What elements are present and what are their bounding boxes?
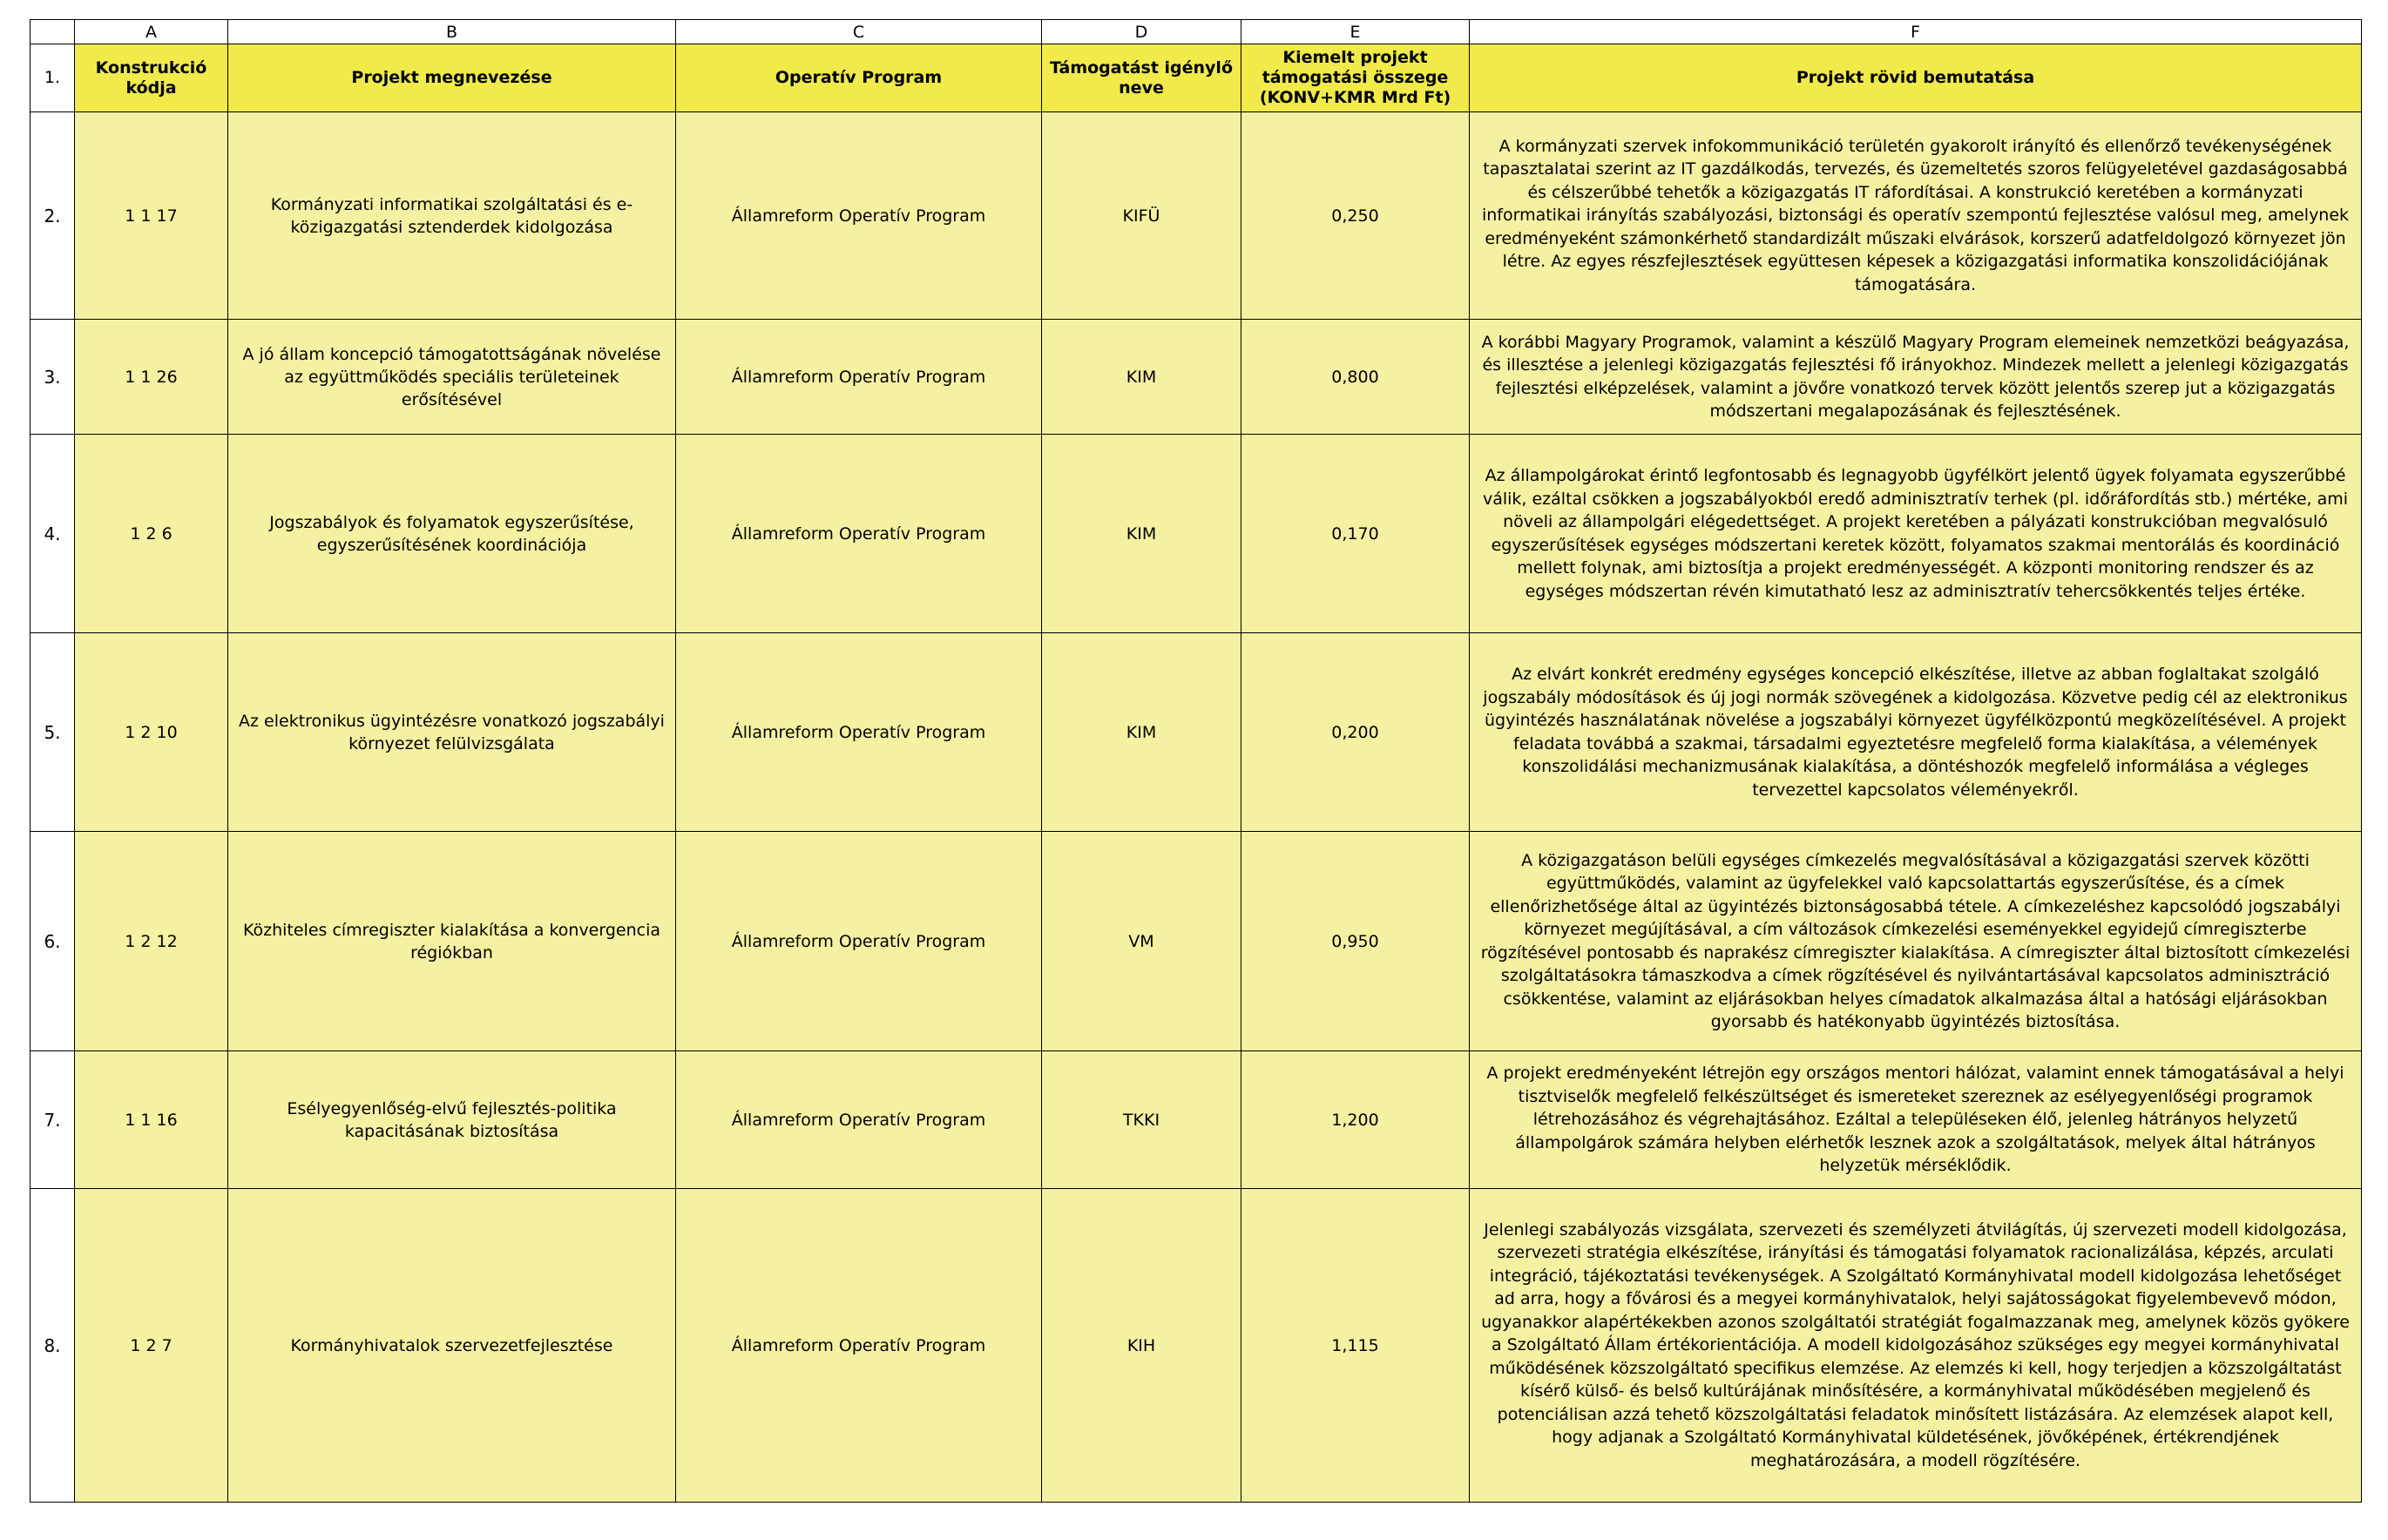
row-number[interactable]: 7. (30, 1051, 75, 1189)
cell-amount[interactable]: 0,250 (1241, 112, 1470, 320)
cell-applicant[interactable]: KIM (1042, 435, 1241, 633)
cell-amount[interactable]: 0,800 (1241, 320, 1470, 435)
cell-program[interactable]: Államreform Operatív Program (676, 112, 1042, 320)
table-row (30, 320, 2362, 435)
cell-amount[interactable]: 0,200 (1241, 633, 1470, 832)
row-number[interactable]: 6. (30, 832, 75, 1051)
cell-project-name[interactable]: Kormányhivatalok szervezetfejlesztése (228, 1189, 676, 1503)
header-code[interactable]: Konstrukció kódja (75, 44, 228, 112)
column-letter-c[interactable]: C (676, 20, 1042, 44)
row-number[interactable]: 8. (30, 1189, 75, 1503)
column-letters-row (30, 20, 2362, 44)
cell-description[interactable]: A közigazgatáson belüli egységes címkezelés megvalósításával a közigazgatási szervek közötti együttműködés, valamint az ügyfelekkel való kapcsolattartás egyszerűsítése, és a címek ellenőrizhetősége által az ügyintézés biztonságosabbá tétele. A címkezeléshez kapcsolódó jogszabályi környezet megújításával, a cím változások címkezelési eseményekkel egyidejű címregiszterbe rögzítésével pontosabb és naprakész címregiszter kialakítása. A címregiszter által biztosított címkezelési szolgáltatásokra támaszkodva a címek rögzítésével és nyilvántartásával kapcsolatos adminisztráció csökkentése, valamint az eljárásokban helyes címadatok alkalmazása által a hatósági eljárásokban gyorsabb és hatékonyabb ügyintézés biztosítása. (1470, 832, 2362, 1051)
cell-description[interactable]: Jelenlegi szabályozás vizsgálata, szervezeti és személyzeti átvilágítás, új szervezeti modell kidolgozása, szervezeti stratégia elkészítése, irányítási és támogatási folyamatok racionalizálása, képzés, arculati integráció, tájékoztatási tevékenységek. A Szolgáltató Kormányhivatal modell kidolgozása lehetőséget ad arra, hogy a fővárosi és a megyei kormányhivatalok, helyi sajátosságokat figyelembevevő módon, ugyanakkor alapértékekben azonos szolgáltatói stratégiát fogalmazzanak meg, amelynek közös gyökere a Szolgáltató Állam értékorientációja. A modell kidolgozásához szükséges egy megyei kormányhivatal működésének közszolgáltató specifikus elemzése. Az elemzés ki kell, hogy terjedjen a közszolgáltatást kísérő külső- és belső kultúrájának minősítésére, a kormányhivatal működésében megjelenő és potenciálisan azzá tehető közszolgáltatási feladatok minősített listázására. Az elemzések alapot kell, hogy adjanak a Szolgáltató Kormányhivatal küldetésének, jövőképének, értékrendjének meghatározására, a modell rögzítésére. (1470, 1189, 2362, 1503)
header-applicant[interactable]: Támogatást igénylő neve (1042, 44, 1241, 112)
cell-amount[interactable]: 1,115 (1241, 1189, 1470, 1503)
corner-cell[interactable] (30, 20, 75, 44)
cell-project-name[interactable]: Az elektronikus ügyintézésre vonatkozó jogszabályi környezet felülvizsgálata (228, 633, 676, 832)
column-letter-e[interactable]: E (1241, 20, 1470, 44)
cell-project-name[interactable]: Esélyegyenlőség-elvű fejlesztés-politika kapacitásának biztosítása (228, 1051, 676, 1189)
cell-project-name[interactable]: Közhiteles címregiszter kialakítása a konvergencia régiókban (228, 832, 676, 1051)
column-letter-b[interactable]: B (228, 20, 676, 44)
cell-description[interactable]: A projekt eredményeként létrejön egy országos mentori hálózat, valamint ennek támogatásával a helyi tisztviselők megfelelő felkészültséget és ismereteket szereznek az esélyegyenlőségi programok létrehozásához és végrehajtásához. Ezáltal a településeken élő, jelenleg hátrányos helyzetű állampolgárok számára helyben elérhetők lesznek azok a szolgáltatások, melyek által hátrányos helyzetük mérséklődik. (1470, 1051, 2362, 1189)
cell-amount[interactable]: 0,170 (1241, 435, 1470, 633)
cell-code[interactable]: 1 2 6 (75, 435, 228, 633)
header-amount[interactable]: Kiemelt projekt támogatási összege (KONV+KMR Mrd Ft) (1241, 44, 1470, 112)
table-row (30, 435, 2362, 633)
table-row (30, 1051, 2362, 1189)
spreadsheet-table (30, 19, 2362, 1503)
cell-project-name[interactable]: Jogszabályok és folyamatok egyszerűsítése, egyszerűsítésének koordinációja (228, 435, 676, 633)
cell-program[interactable]: Államreform Operatív Program (676, 633, 1042, 832)
header-project-name[interactable]: Projekt megnevezése (228, 44, 676, 112)
cell-amount[interactable]: 0,950 (1241, 832, 1470, 1051)
cell-program[interactable]: Államreform Operatív Program (676, 1051, 1042, 1189)
table-row (30, 1189, 2362, 1503)
cell-project-name[interactable]: Kormányzati informatikai szolgáltatási és e-közigazgatási sztenderdek kidolgozása (228, 112, 676, 320)
cell-code[interactable]: 1 2 10 (75, 633, 228, 832)
cell-description[interactable]: Az állampolgárokat érintő legfontosabb és legnagyobb ügyfélkört jelentő ügyek folyamata egyszerűbbé válik, ezáltal csökken a jogszabályokból eredő adminisztratív terhek (pl. időráfordítás stb.) mértéke, ami növeli az állampolgári elégedettséget. A projekt keretében a pályázati konstrukcióban megvalósuló egyszerűsítések egységes módszertani keretek között, folyamatos szakmai mentorálás és koordináció mellett folynak, ami biztosítja a projekt eredményességét. A központi monitoring rendszer és az egységes módszertan révén kimutatható lesz az adminisztratív tehercsökkentés teljes értéke. (1470, 435, 2362, 633)
row-number[interactable]: 4. (30, 435, 75, 633)
column-letter-a[interactable]: A (75, 20, 228, 44)
cell-applicant[interactable]: KIM (1042, 320, 1241, 435)
cell-code[interactable]: 1 1 16 (75, 1051, 228, 1189)
row-number[interactable]: 3. (30, 320, 75, 435)
row-number[interactable]: 1. (30, 44, 75, 112)
cell-applicant[interactable]: KIFÜ (1042, 112, 1241, 320)
cell-program[interactable]: Államreform Operatív Program (676, 1189, 1042, 1503)
header-row (30, 44, 2362, 112)
cell-code[interactable]: 1 1 26 (75, 320, 228, 435)
column-letter-d[interactable]: D (1042, 20, 1241, 44)
cell-applicant[interactable]: VM (1042, 832, 1241, 1051)
cell-applicant[interactable]: KIM (1042, 633, 1241, 832)
cell-description[interactable]: A korábbi Magyary Programok, valamint a készülő Magyary Program elemeinek nemzetközi beágyazása, és illesztése a jelenlegi közigazgatás fejlesztési fő irányokhoz. Mindezek mellett a jelenlegi közigazgatás fejlesztési elképzelések, valamint a jövőre vonatkozó tervek között jelentős szerep jut a közigazgatás módszertani megalapozásának és fejlesztésének. (1470, 320, 2362, 435)
cell-amount[interactable]: 1,200 (1241, 1051, 1470, 1189)
row-number[interactable]: 5. (30, 633, 75, 832)
cell-description[interactable]: A kormányzati szervek infokommunikáció területén gyakorolt irányító és ellenőrző tevékenységének tapasztalatai szerint az IT gazdálkodás, tervezés, és üzemeltetés szoros felügyeletével gazdaságosabbá és célszerűbbé tehetők a közigazgatás IT ráfordításai. A konstrukció keretében a kormányzati informatikai irányítás szabályozási, biztonsági és operatív szempontú fejlesztése valósul meg, amelynek eredményeként számonkérhető standardizált műszaki elvárások, korszerű adatfeldolgozó környezet jön létre. Az egyes részfejlesztések együttesen képesek a közigazgatási informatika konszolidációjának támogatására. (1470, 112, 2362, 320)
cell-project-name[interactable]: A jó állam koncepció támogatottságának növelése az együttműködés speciális területeinek erősítésével (228, 320, 676, 435)
row-number[interactable]: 2. (30, 112, 75, 320)
table-row (30, 112, 2362, 320)
header-program[interactable]: Operatív Program (676, 44, 1042, 112)
cell-program[interactable]: Államreform Operatív Program (676, 320, 1042, 435)
cell-description[interactable]: Az elvárt konkrét eredmény egységes koncepció elkészítése, illetve az abban foglaltakat szolgáló jogszabály módosítások és új jogi normák szövegének a kidolgozása. Közvetve pedig cél az elektronikus ügyintézés használatának növelése a jogszabályi környezet ügyfélközpontú megközelítésével. A projekt feladata továbbá a szakmai, társadalmi egyeztetésre megfelelő forma kialakítása, a vélemények konszolidálási mechanizmusának kialakítása, a döntéshozók megfelelő informálása a végleges tervezettel kapcsolatos véleményekről. (1470, 633, 2362, 832)
table-row (30, 832, 2362, 1051)
cell-applicant[interactable]: TKKI (1042, 1051, 1241, 1189)
cell-code[interactable]: 1 1 17 (75, 112, 228, 320)
header-description[interactable]: Projekt rövid bemutatása (1470, 44, 2362, 112)
column-letter-f[interactable]: F (1470, 20, 2362, 44)
cell-applicant[interactable]: KIH (1042, 1189, 1241, 1503)
cell-program[interactable]: Államreform Operatív Program (676, 832, 1042, 1051)
table-row (30, 633, 2362, 832)
cell-code[interactable]: 1 2 12 (75, 832, 228, 1051)
cell-code[interactable]: 1 2 7 (75, 1189, 228, 1503)
cell-program[interactable]: Államreform Operatív Program (676, 435, 1042, 633)
